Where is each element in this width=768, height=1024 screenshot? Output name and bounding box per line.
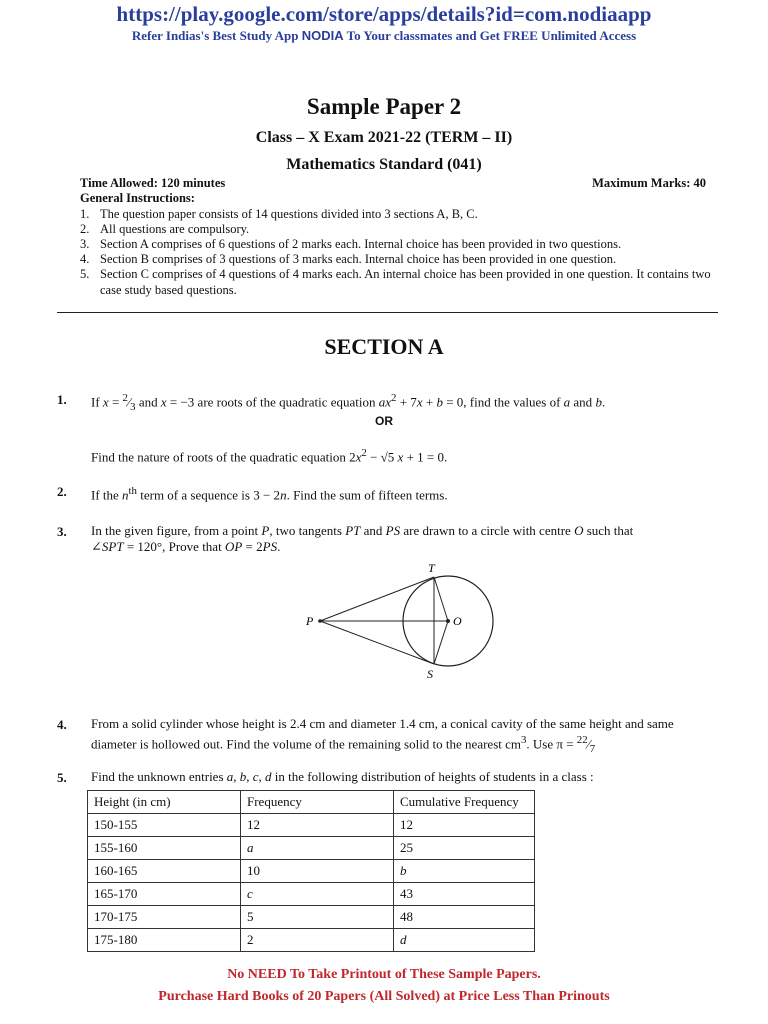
table-row [88, 837, 535, 860]
radius-ot [434, 577, 448, 621]
table-row [88, 883, 535, 906]
table-cell: 12 [241, 814, 394, 837]
q1-post: , find the values of [463, 394, 561, 410]
instruction-text: Section C comprises of 4 questions of 4 marks each. An internal choice has been provided in one question. It contains two case study based questions. [100, 267, 711, 297]
q3-l1-mid2: are drawn to a circle with centre [403, 523, 571, 538]
app-link[interactable]: https://play.google.com/store/apps/details?id=com.nodiaapp [116, 2, 652, 26]
or-label: OR [375, 414, 393, 428]
table-cell: 5 [241, 906, 394, 929]
q5-pre: Find the unknown entries [91, 769, 224, 784]
footer-notice: No NEED To Take Printout of These Sample Papers. [227, 967, 541, 982]
tangent-ps [320, 621, 434, 664]
q3-l2-end: . [277, 539, 281, 554]
point-p [318, 619, 322, 623]
paper-title: Sample Paper 2 [306, 94, 462, 119]
q3-l1-mid1: , two tangents [269, 523, 342, 538]
height-distribution-table [87, 790, 535, 952]
question-4-text: From a solid cylinder whose height is 2.4 cm and diameter 1.4 cm, a conical cavity of the same height and same diameter is hollowed out. Find the volume of the remaining solid to the nearest $cm^3$. Use $\pi = ^{22}⁄_7$ [91, 716, 674, 755]
subject-line: Mathematics Standard (041) [286, 156, 482, 173]
table-cell: d [394, 929, 535, 952]
table-cell: 12 [394, 814, 535, 837]
table-cell: 48 [394, 906, 535, 929]
refer-line [0, 28, 768, 44]
label-p: P [306, 614, 314, 628]
q1-mid1: and [138, 394, 158, 410]
table-cell: c [241, 883, 394, 906]
instruction-text: The question paper consists of 14 questions divided into 3 sections A, B, C. [100, 207, 478, 221]
label-t: T [428, 561, 435, 575]
q2-post: . Find the sum of fifteen terms. [286, 487, 448, 503]
refer-brand: NODIA [301, 28, 344, 43]
table-row [88, 860, 535, 883]
table-row [88, 814, 535, 837]
instruction-number: 5. [80, 267, 90, 281]
question-5-text: Find the unknown entries a, b, c, d in the following distribution of heights of students in a class : [91, 769, 594, 784]
tangent-figure [300, 558, 510, 683]
question-number: 4. [57, 717, 67, 732]
instruction-item [80, 267, 720, 298]
instruction-item [80, 207, 720, 223]
q3-l1-and: and [363, 523, 383, 538]
table-cell: 175-180 [88, 929, 241, 952]
table-header-row [88, 791, 535, 814]
section-title: SECTION A [324, 334, 444, 359]
header-cell: Height (in cm) [88, 791, 241, 814]
table-cell: 43 [394, 883, 535, 906]
label-s: S [427, 667, 433, 681]
instruction-item [80, 252, 720, 268]
q1-and: and [573, 394, 593, 410]
tangent-pt [320, 577, 434, 621]
divider [57, 312, 718, 313]
question-number: 1. [57, 392, 67, 407]
question-1-text: If $x = ^2⁄_3$ and x = −3 are roots of the quadratic equation $ax^2 + 7x + b = 0$, find the values of a and b. [91, 392, 606, 413]
table-cell: b [394, 860, 535, 883]
q4-line2-end: . Use [526, 736, 554, 752]
table-cell: 155-160 [88, 837, 241, 860]
q2-mid: term of a sequence is [140, 487, 250, 503]
instruction-text: Section A comprises of 6 questions of 2 marks each. Internal choice has been provided in two questions. [100, 237, 622, 251]
table-cell: 2 [241, 929, 394, 952]
instruction-number: 2. [80, 222, 90, 236]
instruction-item [80, 237, 720, 253]
q4-line2: diameter is hollowed out. Find the volume of the remaining solid to the nearest cm [91, 736, 521, 752]
table-cell: a [241, 837, 394, 860]
instruction-number: 4. [80, 252, 90, 266]
table-cell: 160-165 [88, 860, 241, 883]
q1-alt-post: . [444, 449, 448, 465]
table-cell: 170-175 [88, 906, 241, 929]
table-row [88, 906, 535, 929]
question-1-alt-text: Find the nature of roots of the quadratic equation $2x^2 - √5$ x + 1 = 0. [91, 447, 448, 465]
question-number: 5. [57, 770, 67, 785]
q1-alt-pre: Find the nature of roots of the quadratic equation [91, 449, 346, 465]
instruction-number: 1. [80, 207, 90, 221]
table-cell: 150-155 [88, 814, 241, 837]
q5-post: in the following distribution of heights of students in a class : [274, 769, 594, 784]
refer-text-end: To Your classmates and Get FREE Unlimited Access [346, 28, 637, 43]
header-cell: Frequency [241, 791, 394, 814]
table-cell: 165-170 [88, 883, 241, 906]
label-o: O [453, 614, 462, 628]
instruction-text: All questions are compulsory. [100, 222, 250, 236]
centre-point [446, 619, 450, 623]
footer-promo: Purchase Hard Books of 20 Papers (All Solved) at Price Less Than Prinouts [158, 989, 610, 1004]
maximum-marks: Maximum Marks: 40 [592, 176, 706, 190]
refer-text-start: Refer Indias's Best Study App [131, 28, 299, 43]
table-row [88, 929, 535, 952]
q3-l1-post: such that [586, 523, 634, 538]
question-number: 2. [57, 484, 67, 499]
q4-line1: From a solid cylinder whose height is 2.4 cm and diameter 1.4 cm, a conical cavity of the same height and same [91, 716, 674, 731]
radius-os [434, 621, 448, 664]
question-3-text: In the given figure, from a point P, two tangents PT and PS are drawn to a circle with centre O such that ∠SPT = 120°, Prove that OP = 2PS. [91, 523, 634, 554]
instructions-heading: General Instructions: [80, 191, 195, 205]
time-allowed: Time Allowed: 120 minutes [80, 176, 226, 190]
question-number: 3. [57, 524, 67, 539]
q1-pre: If [91, 394, 100, 410]
q2-pre: If the [91, 487, 119, 503]
instruction-text: Section B comprises of 3 questions of 3 marks each. Internal choice has been provided in one question. [100, 252, 617, 266]
class-line: Class – X Exam 2021-22 (TERM – II) [255, 129, 513, 146]
q1-end: . [601, 394, 606, 410]
table-cell: 10 [241, 860, 394, 883]
header-cell: Cumulative Frequency [394, 791, 535, 814]
table-cell: 25 [394, 837, 535, 860]
question-2-text: If the $n^{th}$ term of a sequence is 3 − 2n. Find the sum of fifteen terms. [91, 485, 448, 503]
instruction-item [80, 222, 720, 238]
q3-l1-pre: In the given figure, from a point [91, 523, 259, 538]
q3-l2-mid: , Prove that [162, 539, 222, 554]
q1-mid2: are roots of the quadratic equation [197, 394, 376, 410]
instruction-number: 3. [80, 237, 90, 251]
